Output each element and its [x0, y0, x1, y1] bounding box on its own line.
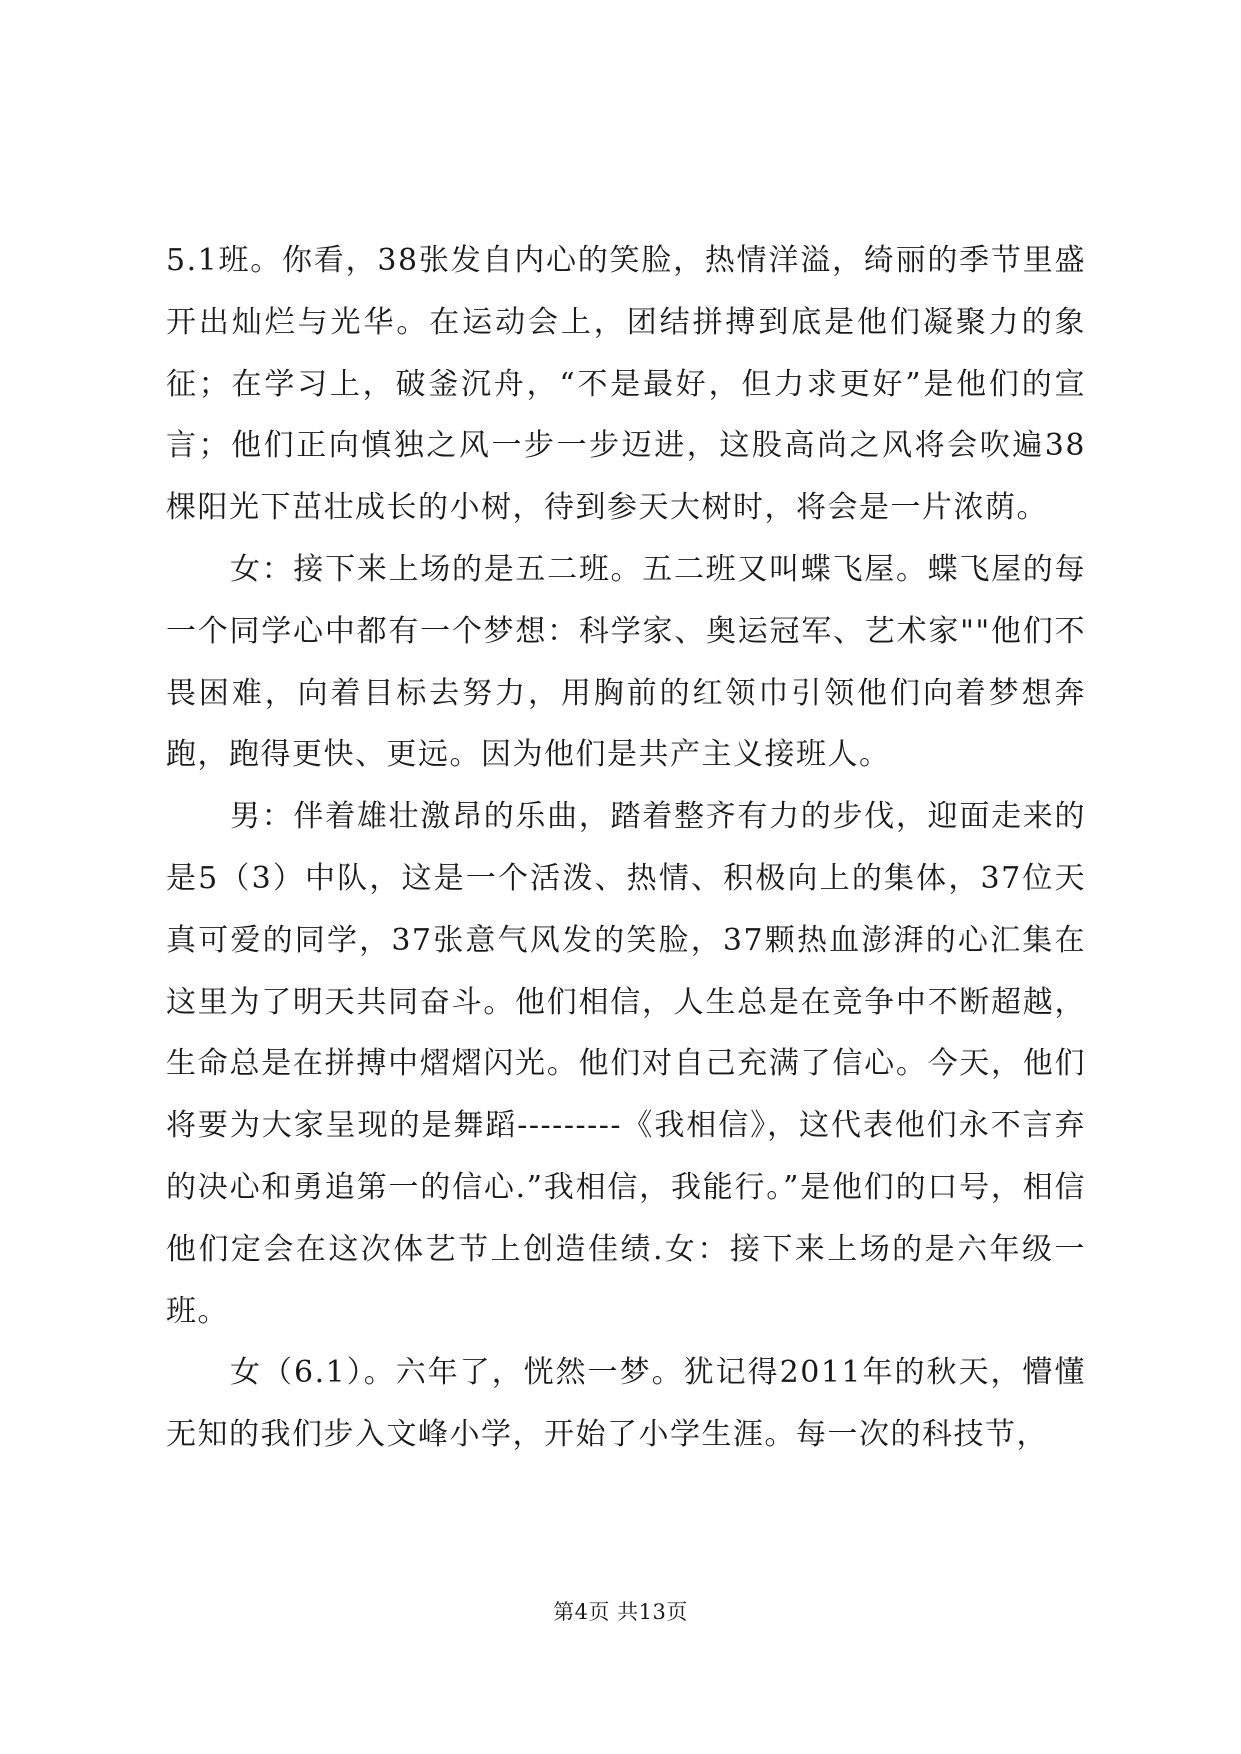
page-number-footer: 第4页 共13页: [553, 1600, 688, 1624]
paragraph-class-5-1: 5.1班。你看，38张发自内心的笑脸，热情洋溢，绮丽的季节里盛开出灿烂与光华。在运动会上，团结拼搏到底是他们凝聚力的象征；在学习上，破釜沉舟，“不是最好，但力求更好”是他们的宣言；他们正向慎独之风一步一步迈进，这股高尚之风将会吹遍38棵阳光下茁壮成长的小树，待到参天大树时，将会是一片浓荫。: [166, 243, 1086, 526]
document-body: [166, 230, 1086, 1466]
paragraph-class-5-3: 男：伴着雄壮激昂的乐曲，踏着整齐有力的步伐，迎面走来的是5（3）中队，这是一个活泼、热情、积极向上的集体，37位天真可爱的同学，37张意气风发的笑脸，37颗热血澎湃的心汇集在这里为了明天共同奋斗。他们相信，人生总是在竞争中不断超越，生命总是在拼搏中熠熠闪光。他们对自己充满了信心。今天，他们将要为大家呈现的是舞蹈---------《我相信》，这代表他们永不言弃的决心和勇追第一的信心.”我相信，我能行。”是他们的口号，相信他们定会在这次体艺节上创造佳绩.女：接下来上场的是六年级一班。: [166, 799, 1086, 1329]
paragraph-class-6-1: 女（6.1）。六年了，恍然一梦。犹记得2011年的秋天，懵懂无知的我们步入文峰小学，开始了小学生涯。每一次的科技节，: [166, 1355, 1086, 1453]
paragraph-class-5-2: 女：接下来上场的是五二班。五二班又叫蝶飞屋。蝶飞屋的每一个同学心中都有一个梦想：科学家、奥运冠军、艺术家""他们不畏困难，向着目标去努力，用胸前的红领巾引领他们向着梦想奔跑，跑得更快、更远。因为他们是共产主义接班人。: [166, 551, 1086, 773]
